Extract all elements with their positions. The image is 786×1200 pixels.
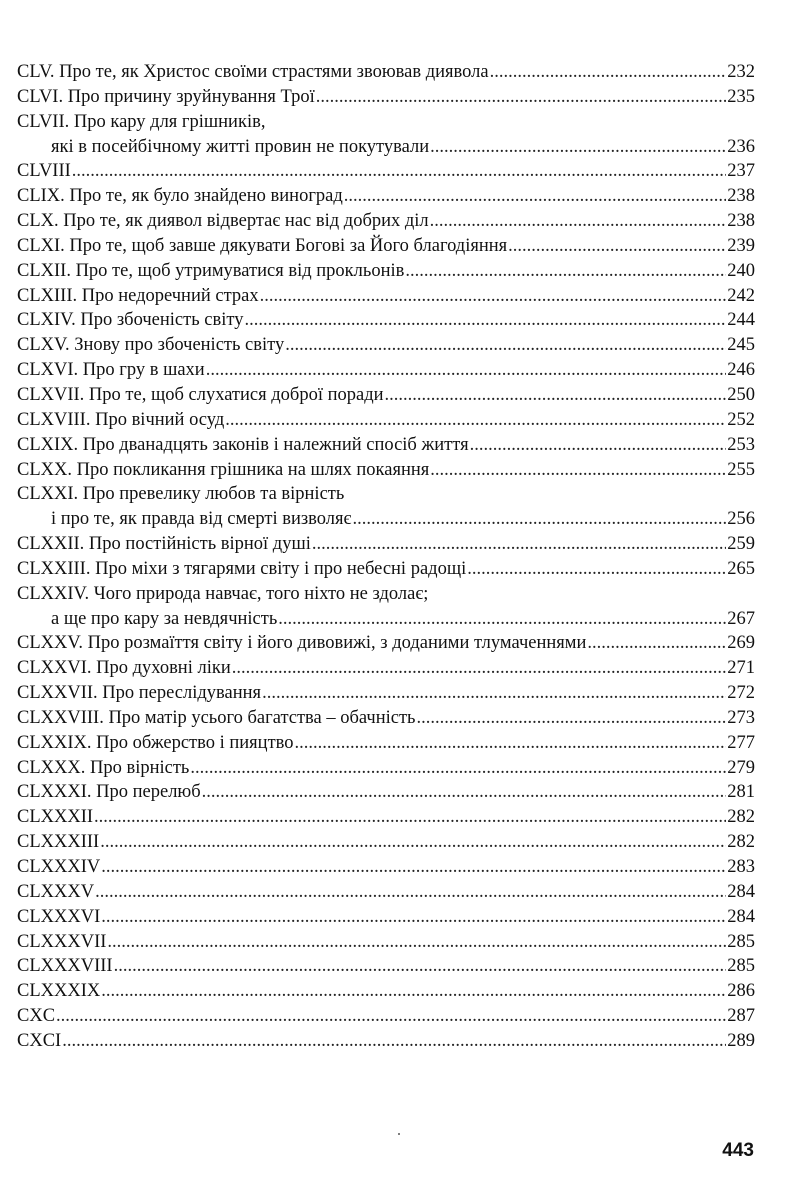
toc-entry-page: 245 bbox=[727, 335, 755, 356]
toc-entry-page: 269 bbox=[727, 633, 755, 654]
toc-entry-page: 239 bbox=[727, 235, 755, 256]
toc-entry bbox=[17, 184, 755, 209]
toc-entry-page: 289 bbox=[727, 1030, 755, 1051]
toc-entry-page: 242 bbox=[727, 285, 755, 306]
leader-dots bbox=[232, 656, 727, 681]
toc-entry bbox=[17, 383, 755, 408]
leader-dots bbox=[101, 855, 726, 880]
toc-entry-title: а ще про кару за невдячність bbox=[51, 608, 278, 629]
leader-dots bbox=[260, 284, 727, 309]
leader-dots bbox=[295, 731, 727, 756]
toc-entry bbox=[17, 85, 755, 110]
leader-dots bbox=[405, 259, 726, 284]
leader-dots bbox=[225, 408, 726, 433]
toc-entry-page: 271 bbox=[727, 658, 755, 679]
toc-entry-page: 238 bbox=[727, 211, 755, 232]
toc-entry-title: CLXIV. Про збоченість світу bbox=[17, 310, 244, 331]
toc-entry-page: 285 bbox=[727, 931, 755, 952]
leader-dots bbox=[385, 383, 727, 408]
leader-dots bbox=[508, 234, 726, 259]
leader-dots bbox=[262, 681, 726, 706]
toc-entry bbox=[17, 259, 755, 284]
toc-entry bbox=[17, 731, 755, 756]
toc-entry bbox=[17, 930, 755, 955]
toc-entry-title: CLXVIII. Про вічний осуд bbox=[17, 409, 225, 430]
toc-entry-page: 287 bbox=[727, 1006, 755, 1027]
toc-entry-page: 282 bbox=[727, 807, 755, 828]
toc-entry-title: CLVII. Про кару для грішників, bbox=[17, 111, 266, 132]
leader-dots bbox=[312, 532, 726, 557]
toc-entry-page: 265 bbox=[727, 558, 755, 579]
toc-entry-page: 279 bbox=[727, 757, 755, 778]
toc-entry-page: 238 bbox=[727, 186, 755, 207]
toc-entry bbox=[17, 979, 755, 1004]
toc-entry bbox=[17, 805, 755, 830]
leader-dots bbox=[206, 358, 727, 383]
leader-dots bbox=[190, 756, 726, 781]
toc-entry bbox=[17, 209, 755, 234]
leader-dots bbox=[470, 433, 727, 458]
toc-entry-page: 256 bbox=[727, 509, 755, 530]
toc-entry bbox=[17, 1004, 755, 1029]
leader-dots bbox=[114, 954, 727, 979]
toc-entry bbox=[17, 954, 755, 979]
scan-speck bbox=[398, 1133, 400, 1135]
leader-dots bbox=[62, 1029, 726, 1054]
toc-entry bbox=[17, 60, 755, 85]
toc-entry bbox=[17, 333, 755, 358]
toc-entry-title: CLXXII. Про постійність вірної душі bbox=[17, 534, 311, 555]
toc-entry bbox=[17, 607, 755, 632]
leader-dots bbox=[316, 85, 727, 110]
leader-dots bbox=[95, 880, 726, 905]
leader-dots bbox=[430, 458, 726, 483]
toc-entry-title: CLXXXVII bbox=[17, 931, 107, 952]
leader-dots bbox=[244, 308, 726, 333]
toc-entry-title: які в посейбічному житті провин не покутували bbox=[51, 136, 430, 157]
toc-entry-page: 283 bbox=[727, 857, 755, 877]
toc-entry bbox=[17, 507, 755, 532]
toc-entry bbox=[17, 681, 755, 706]
leader-dots bbox=[587, 631, 726, 656]
leader-dots bbox=[202, 780, 727, 805]
toc-entry bbox=[17, 1029, 755, 1054]
toc-entry-page: 232 bbox=[727, 62, 755, 82]
toc-entry-title: CLXI. Про те, щоб завше дякувати Богові за Його благодіяння bbox=[17, 235, 508, 256]
toc-entry bbox=[17, 433, 755, 458]
toc-entry-title: CLXVI. Про гру в шахи bbox=[17, 360, 205, 381]
toc-entry-title: CLXXVIII. Про матір усього багатства – обачність bbox=[17, 707, 416, 728]
toc-entry-title: CLXXX. Про вірність bbox=[17, 757, 190, 778]
toc-entry-page: 236 bbox=[727, 136, 755, 157]
toc-entry bbox=[17, 458, 755, 483]
toc-entry bbox=[17, 855, 755, 880]
toc-entry-title: CLXXXIII bbox=[17, 832, 100, 853]
toc-entry-title: CLXV. Знову про збоченість світу bbox=[17, 335, 285, 356]
toc-entry-title: CLXVII. Про те, щоб слухатися доброї поради bbox=[17, 384, 384, 405]
toc-entry-title: CLXXXIV bbox=[17, 857, 101, 877]
toc-entry bbox=[17, 358, 755, 383]
leader-dots bbox=[107, 930, 726, 955]
toc-entry-title: CLXXVI. Про духовні ліки bbox=[17, 658, 231, 679]
leader-dots bbox=[430, 209, 727, 234]
leader-dots bbox=[94, 805, 726, 830]
toc-entry bbox=[17, 656, 755, 681]
toc-entry bbox=[17, 532, 755, 557]
toc-entry-title: CLXX. Про покликання грішника на шлях покаяння bbox=[17, 459, 430, 480]
toc-entry bbox=[17, 756, 755, 781]
leader-dots bbox=[72, 159, 726, 184]
toc-entry bbox=[17, 284, 755, 309]
leader-dots bbox=[101, 979, 726, 1004]
toc-entry-title: CLXXVII. Про переслідування bbox=[17, 683, 262, 704]
toc-entry-page: 282 bbox=[727, 832, 755, 853]
toc-entry-page: 277 bbox=[727, 732, 755, 753]
toc-entry bbox=[17, 631, 755, 656]
toc-entry-title: CLXXV. Про розмаїття світу і його дивовижі, з доданими тлумаченнями bbox=[17, 633, 587, 654]
toc-entry bbox=[17, 308, 755, 333]
toc-entry bbox=[17, 582, 755, 607]
toc-entry-title: CLXXXII bbox=[17, 807, 94, 828]
toc-entry-page: 259 bbox=[727, 534, 755, 555]
toc-entry-page: 252 bbox=[727, 409, 755, 430]
toc-entry-title: CLXIII. Про недоречний страх bbox=[17, 285, 259, 306]
leader-dots bbox=[278, 607, 726, 632]
toc-entry-page: 284 bbox=[727, 906, 755, 927]
leader-dots bbox=[490, 60, 727, 85]
toc-entry-title: CLXIX. Про дванадцять законів і належний спосіб життя bbox=[17, 434, 469, 455]
table-of-contents bbox=[17, 60, 755, 1054]
toc-entry-title: CLXXIII. Про міхи з тягарями світу і про небесні радощі bbox=[17, 558, 467, 579]
toc-entry bbox=[17, 110, 755, 135]
toc-entry bbox=[17, 780, 755, 805]
toc-entry-title: CLXXXVI bbox=[17, 906, 101, 927]
leader-dots bbox=[344, 184, 726, 209]
page-number: 443 bbox=[722, 1140, 754, 1161]
toc-entry-page: 240 bbox=[727, 260, 755, 281]
toc-entry-page: 286 bbox=[727, 981, 755, 1002]
toc-entry-title: CLX. Про те, як диявол відвертає нас від добрих діл bbox=[17, 211, 429, 232]
toc-entry-title: CLXXXI. Про перелюб bbox=[17, 782, 201, 803]
toc-entry-page: 235 bbox=[727, 86, 755, 107]
toc-entry-title: CLXXXV bbox=[17, 881, 95, 902]
leader-dots bbox=[100, 830, 726, 855]
toc-entry bbox=[17, 830, 755, 855]
toc-entry-title: і про те, як правда від смерті визволяє bbox=[51, 509, 352, 530]
toc-entry-title: CLXXI. Про превелику любов та вірність bbox=[17, 484, 345, 505]
toc-entry-page: 244 bbox=[727, 310, 755, 331]
toc-entry-title: CLXII. Про те, щоб утримуватися від прокльонів bbox=[17, 260, 405, 281]
toc-entry-title: CLVIII bbox=[17, 161, 71, 182]
toc-entry-page: 272 bbox=[727, 683, 755, 704]
toc-entry bbox=[17, 159, 755, 184]
toc-entry bbox=[17, 905, 755, 930]
leader-dots bbox=[285, 333, 726, 358]
toc-entry-page: 250 bbox=[727, 384, 755, 405]
toc-entry-page: 255 bbox=[727, 459, 755, 480]
toc-entry-page: 273 bbox=[727, 707, 755, 728]
leader-dots bbox=[467, 557, 726, 582]
toc-entry bbox=[17, 408, 755, 433]
leader-dots bbox=[416, 706, 726, 731]
toc-entry bbox=[17, 557, 755, 582]
toc-entry-title: CLXXXVIII bbox=[17, 956, 113, 977]
toc-entry bbox=[17, 234, 755, 259]
toc-entry-title: CXC bbox=[17, 1006, 56, 1027]
toc-entry-page: 246 bbox=[727, 360, 755, 381]
toc-entry-title: CLXXIX. Про обжерство і пияцтво bbox=[17, 732, 294, 753]
leader-dots bbox=[56, 1004, 726, 1029]
leader-dots bbox=[101, 905, 726, 930]
toc-entry-page: 237 bbox=[727, 161, 755, 182]
toc-entry bbox=[17, 135, 755, 160]
toc-entry-title: CLV. Про те, як Христос своїми страстями звоював диявола bbox=[17, 62, 489, 82]
toc-entry-page: 281 bbox=[727, 782, 755, 803]
toc-entry-title: CLXXIV. Чого природа навчає, того ніхто не здолає; bbox=[17, 583, 429, 604]
leader-dots bbox=[352, 507, 726, 532]
toc-entry-title: CLVI. Про причину зруйнування Трої bbox=[17, 86, 315, 107]
toc-entry-page: 253 bbox=[727, 434, 755, 455]
toc-entry-title: CLXXXIX bbox=[17, 981, 101, 1002]
leader-dots bbox=[430, 135, 726, 160]
toc-entry-title: CXCI bbox=[17, 1030, 62, 1051]
toc-entry bbox=[17, 880, 755, 905]
toc-entry bbox=[17, 482, 755, 507]
toc-entry-page: 267 bbox=[727, 608, 755, 629]
toc-entry bbox=[17, 706, 755, 731]
toc-entry-title: CLIX. Про те, як було знайдено виноград bbox=[17, 186, 343, 207]
toc-entry-page: 285 bbox=[727, 956, 755, 977]
toc-entry-page: 284 bbox=[727, 881, 755, 902]
